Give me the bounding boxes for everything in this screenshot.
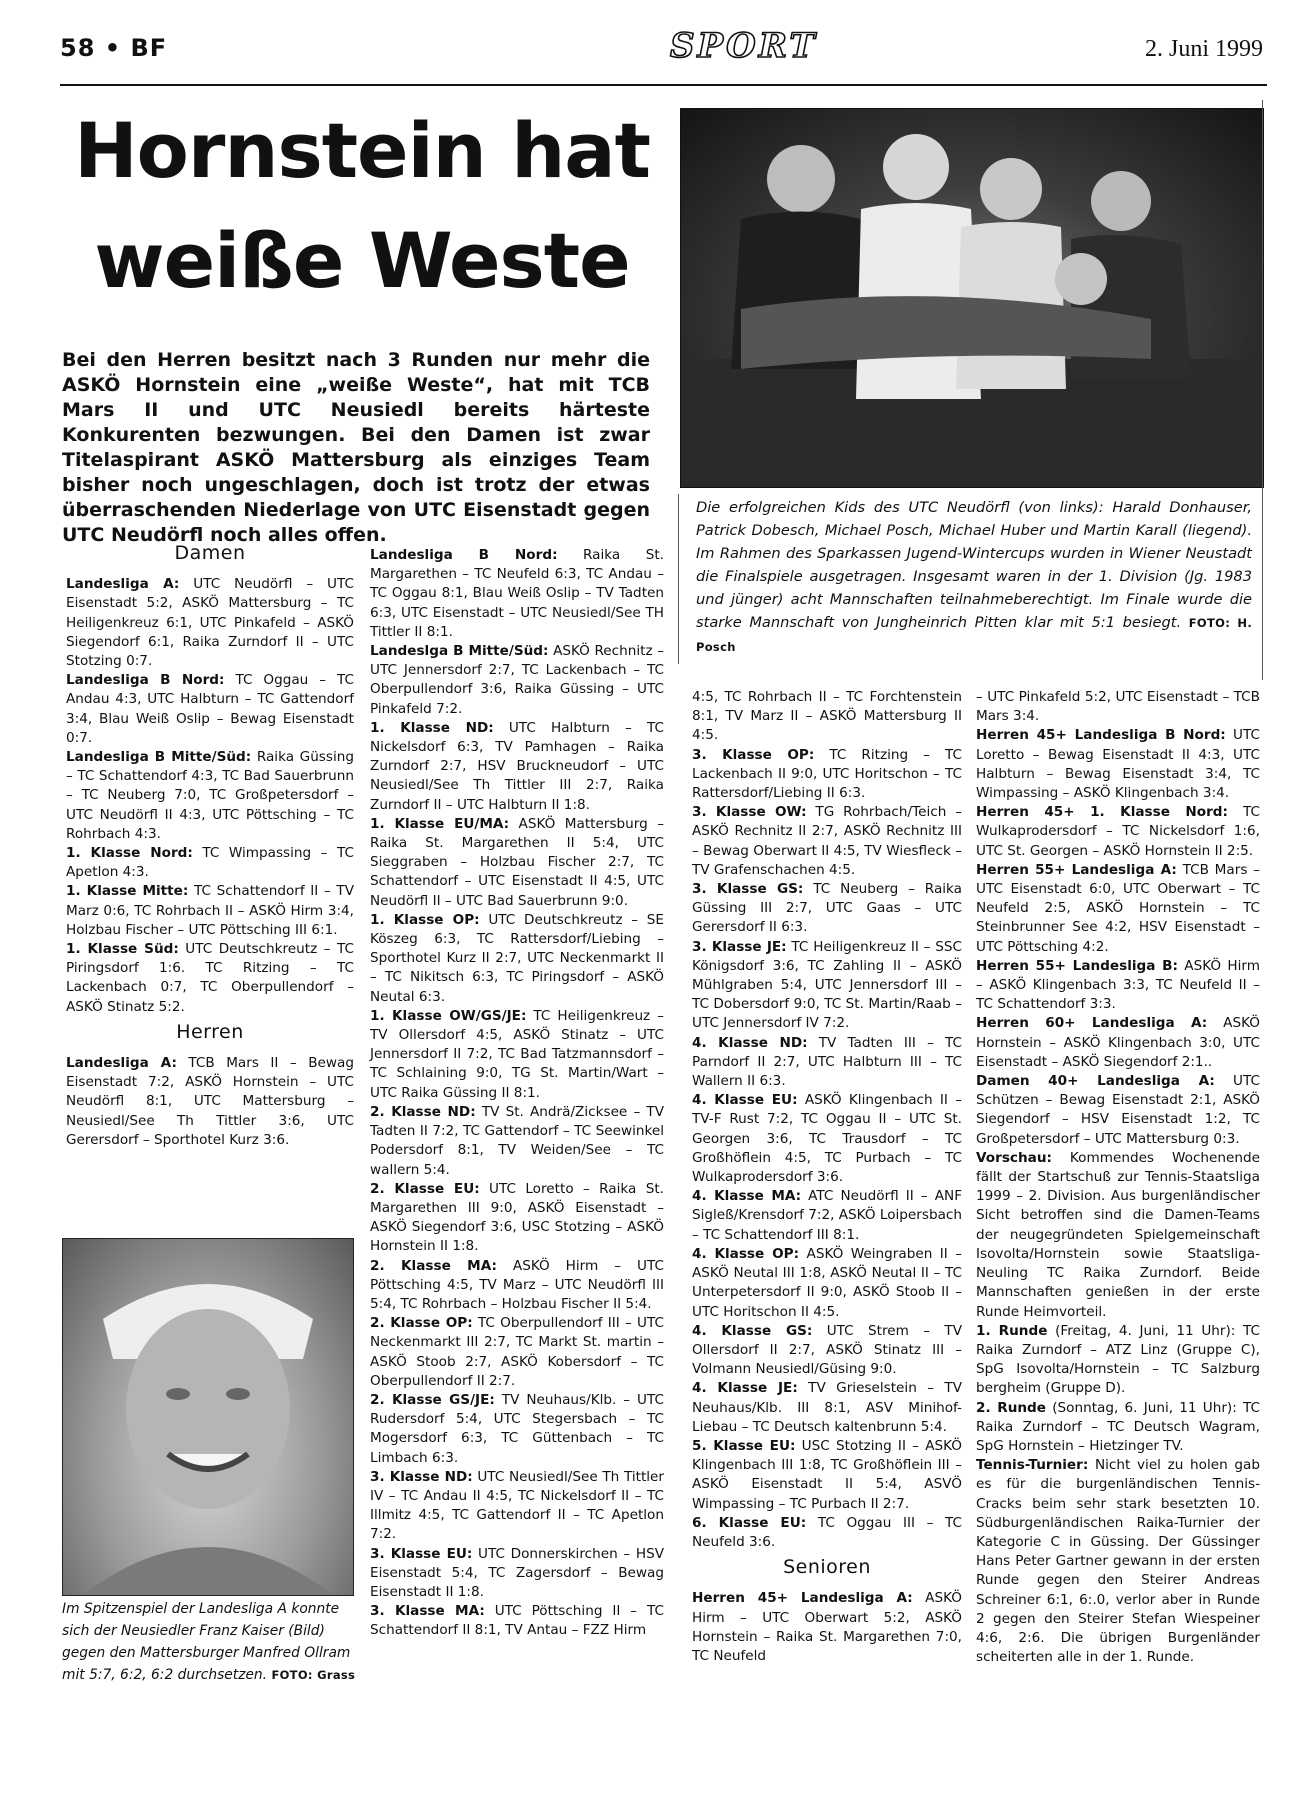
result-item: 1. Klasse Nord: TC Wimpassing – TC Apetlon 4:3. xyxy=(66,845,354,881)
result-item: – UTC Pinkafeld 5:2, UTC Eisenstadt – TCB Mars 3:4. xyxy=(976,689,1260,725)
result-item: Landeslga B Mitte/Süd: ASKÖ Rechnitz – UTC Jennersdorf 2:7, TC Lackenbach – TC Oberpullendorf 3:6, Raika Güssing – UTC Pinkafeld 7:2. xyxy=(370,643,664,717)
team-photo-credit: FOTO: H. Posch xyxy=(696,616,1253,654)
result-item: Herren 60+ Landesliga A: ASKÖ Hornstein – ASKÖ Klingenbach 3:0, UTC Eisenstadt – ASKÖ Siegendorf 2:1.. xyxy=(976,1015,1260,1070)
result-item: 4. Klasse ND: TV Tadten III – TC Parndorf II 2:7, UTC Halbturn III – TC Wallern II 6:3. xyxy=(692,1034,962,1090)
heading-senioren: Senioren xyxy=(783,1556,871,1579)
result-item: 3. Klasse GS: TC Neuberg – Raika Güssing III 2:7, UTC Gaas – UTC Gerersdorf II 6:3. xyxy=(692,881,963,936)
result-item: 1. Klasse OP: UTC Deutschkreutz – SE Köszeg 6:3, TC Rattersdorf/Liebing – Sporthotel Kurz II 2:7, UTC Neckenmarkt II – TC Nikitsch 6:3, TC Piringsdorf – ASKÖ Neutal 6:3. xyxy=(370,911,664,1005)
result-item: 1. Klasse ND: UTC Halbturn – TC Nickelsdorf 6:3, TV Pamhagen – Raika Zurndorf 2:7, HSV Bruckneudorf – UTC Neusiedl/See Th Tittler III 2:7, Raika Zurndorf II – UTC Halbturn II 1:8. xyxy=(370,719,665,813)
result-item: 2. Klasse OP: TC Oberpullendorf III – UTC Neckenmarkt III 2:7, TC Markt St. martin – ASKÖ Stoob 2:7, ASKÖ Kobersdorf – TC Oberpullendorf II 2:7. xyxy=(370,1315,665,1389)
page-header xyxy=(60,26,1263,76)
result-item: 1. Klasse EU/MA: ASKÖ Mattersburg – Raika St. Margarethen II 5:4, UTC Sieggraben – Holzbau Fischer 2:7, TC Schattendorf – UTC Eisenstadt II 4:5, UTC Neudörfl II – UTC Bad Sauerbrunn 9:0. xyxy=(370,815,664,909)
result-item: 4. Klasse GS: UTC Strem – TV Ollersdorf II 2:7, ASKÖ Stinatz III – Volmann Neusiedl/Güsing 9:0. xyxy=(692,1322,962,1378)
header-rule xyxy=(60,84,1267,86)
result-item: 4. Klasse JE: TV Grieselstein – TV Neuhaus/Klb. III 8:1, ASV Minihof-Liebau – TC Deutsch kaltenbrunn 5:4. xyxy=(692,1380,962,1435)
player-photo-figure xyxy=(63,1239,353,1595)
result-item: Landesliga A: TCB Mars II – Bewag Eisenstadt 7:2, ASKÖ Hornstein – UTC Neudörfl 8:1, UTC Mattersburg – Neusiedl/See Th Tittler 3:6, UTC Gerersdorf – Sporthotel Kurz 3:6. xyxy=(66,1055,354,1148)
column-4 xyxy=(976,688,1260,1667)
heading-herren: Herren xyxy=(176,1020,244,1043)
column-3 xyxy=(692,688,962,1666)
result-item: 3. Klasse MA: UTC Pöttsching II – TC Schattendorf II 8:1, TV Antau – FZZ Hirm xyxy=(370,1603,664,1639)
result-item: Vorschau: Kommendes Wochenende fällt der Startschuß zur Tennis-Staatsliga 1999 – 2. Division. Aus burgenländischer Sicht betroffen sind die Damen-Teams der neugegründeten Spielgemeinschaft Isovolta/Hornstein sowie Staatsliga-Neuling TC Raika Zurndorf. Beide Mannschaften genießen in der erste Runde Heimvorteil. xyxy=(976,1149,1260,1320)
result-item: Herren 55+ Landesliga A: TCB Mars – UTC Eisenstadt 6:0, UTC Oberwart – TC Neufeld 2:5, ASKÖ Hornstein – TC Steinbrunner See 4:2, HSV Eisenstadt – UTC Pöttsching 4:2. xyxy=(976,861,1260,955)
result-item: 2. Klasse ND: TV St. Andrä/Zicksee – TV Tadten II 7:2, TC Gattendorf – TC Seewinkel Podersdorf 8:1, TV Weiden/See – TC wallern 5:4. xyxy=(370,1103,665,1178)
caption-rule xyxy=(678,494,679,664)
result-item: 3. Klasse ND: UTC Neusiedl/See Th Tittler IV – TC Andau II 4:5, TC Nickelsdorf II – TC Illmitz 4:5, TC Gattendorf II – TC Apetlon 7:2. xyxy=(370,1468,665,1543)
player-photo-caption-text: Im Spitzenspiel der Landesliga A konnte sich der Neusiedler Franz Kaiser (Bild) gegen den Mattersburger Manfred Ollram mit 5:7, 6:2, 6:2 durchsetzen. xyxy=(62,1601,351,1683)
result-item: 1. Klasse OW/GS/JE: TC Heiligenkreuz – TV Ollersdorf 4:5, ASKÖ Stinatz – UTC Jennersdorf II 7:2, TC Bad Tatzmannsdorf – TC Schlaining 9:0, TG St. Martin/Wart – UTC Raika Güssing II 8:1. xyxy=(370,1007,664,1101)
result-item: 2. Klasse MA: ASKÖ Hirm – UTC Pöttsching 4:5, TV Marz – UTC Neudörfl III 5:4, TC Rohrbach – Holzbau Fischer II 5:4. xyxy=(370,1257,664,1312)
section-title: SPORT xyxy=(670,26,818,66)
player-photo-caption xyxy=(62,1598,358,1686)
result-item: 1. Klasse Süd: UTC Deutschkreutz – TC Piringsdorf 1:6. TC Ritzing – TC Lackenbach 0:7, TC Oberpullendorf – ASKÖ Stinatz 5:2. xyxy=(66,941,354,1015)
result-item: Tennis-Turnier: Nicht viel zu holen gab es für die burgenländischen Tennis-Cracks beim sehr stark besetzten 10. Südburgenländischen Raika-Turnier der Kategorie C in Güssing. Der Güssinger Hans Peter Gartner gewann in der ersten Runde gegen den Steirer Andreas Schreiner 6:1, 6:.0, verlor aber in Runde 2 gegen den Steirer Stefan Wiespeiner 4:6, 2:6. Die übrigen Burgenländer scheiterten alle in der 1. Runde. xyxy=(976,1457,1260,1666)
result-item: 2. Klasse EU: UTC Loretto – Raika St. Margarethen III 9:0, ASKÖ Eisenstadt – ASKÖ Siegendorf 3:6, USC Stotzing – ASKÖ Hornstein II 1:8. xyxy=(370,1180,664,1255)
team-photo xyxy=(680,108,1264,488)
player-photo xyxy=(62,1238,354,1596)
result-item: 4. Klasse EU: ASKÖ Klingenbach II – TV-F Rust 7:2, TC Oggau II – UTC St. Georgen 3:6, TC Trausdorf – TC Großhöflein 4:5, TC Purbach – TC Wulkaprodersdorf 3:6. xyxy=(692,1092,962,1186)
result-item: Herren 45+ Landesliga A: ASKÖ Hirm – UTC Oberwart 5:2, ASKÖ Hornstein – Raika St. Margarethen 7:0, TC Neufeld xyxy=(692,1590,962,1664)
result-item: 3. Klasse OP: TC Ritzing – TC Lackenbach II 9:0, UTC Horitschon – TC Rattersdorf/Liebing II 6:3. xyxy=(692,746,963,802)
result-item: 1. Klasse Mitte: TC Schattendorf II – TV Marz 0:6, TC Rohrbach II – ASKÖ Hirm 3:4, Holzbau Fischer – UTC Pöttsching III 6:1. xyxy=(66,883,354,938)
headline-line-2: weiße Weste xyxy=(94,216,630,305)
result-item: Herren 55+ Landesliga B: ASKÖ Hirm – ASKÖ Klingenbach 3:3, TC Neufeld II – TC Schattendorf 3:3. xyxy=(976,957,1261,1013)
result-item: Damen 40+ Landesliga A: UTC Schützen – Bewag Eisenstadt 2:1, ASKÖ Siegendorf – HSV Eisenstadt 1:2, TC Großpetersdorf – UTC Mattersburg 0:3. xyxy=(976,1073,1260,1147)
result-item: Herren 45+ 1. Klasse Nord: TC Wulkaprodersdorf – TC Nickelsdorf 1:6, UTC St. Georgen – ASKÖ Hornstein II 2:5. xyxy=(976,804,1260,859)
team-photo-caption-text: Die erfolgreichen Kids des UTC Neudörfl (von links): Harald Donhauser, Patrick Dobesch, Michael Posch, Michael Huber und Martin Karall (liegend). Im Rahmen des Sparkassen Jugend-Wintercups wurden in Wiener Neustadt die Finalspiele ausgetragen. Insgesamt waren in der 1. Division (Jg. 1983 und jünger) acht Mannschaften teilnahmeberechtigt. Im Finale wurde die starke Mannschaft von Jungheinrich Pitten klar mit 5:1 besiegt. xyxy=(696,499,1252,631)
result-item: 3. Klasse EU: UTC Donnerskirchen – HSV Eisenstadt 5:4, TC Zagersdorf – Bewag Eisenstadt II 1:8. xyxy=(370,1545,664,1600)
result-item: 2. Runde (Sonntag, 6. Juni, 11 Uhr): TC Raika Zurndorf – TC Deutsch Wagram, SpG Hornstein – Hietzinger TV. xyxy=(976,1399,1260,1454)
lead-paragraph: Bei den Herren besitzt nach 3 Runden nur mehr die ASKÖ Hornstein eine „weiße Weste“, hat mit TCB Mars II und UTC Neusiedl bereits härteste Konkurenten bezwungen. Bei den Damen ist zwar Titelaspirant ASKÖ Mattersburg als einziges Team bisher noch ungeschlagen, doch ist trotz der etwas überraschenden Niederlage von UTC Eisenstadt gegen UTC Neudörfl noch alles offen. xyxy=(62,349,650,546)
result-item: 4. Klasse OP: ASKÖ Weingraben II – ASKÖ Neutal III 1:8, ASKÖ Neutal II – TC Unterpetersdorf II 9:0, ASKÖ Stoob II – UTC Horitschon II 4:5. xyxy=(692,1245,963,1320)
column-1 xyxy=(66,538,354,1150)
heading-damen: Damen xyxy=(174,542,246,564)
result-item: Landesliga B Nord: Raika St. Margarethen – TC Neufeld 6:3, TC Andau – TC Oggau 8:1, Blau Weiß Oslip – TV Tadten 6:3, UTC Eisenstadt – UTC Neusiedl/See TH Tittler II 8:1. xyxy=(370,547,664,640)
team-photo-caption xyxy=(696,496,1252,659)
result-item: 4. Klasse MA: ATC Neudörfl II – ANF Sigleß/Krensdorf 7:2, ASKÖ Loipersbach – TC Schattendorf III 8:1. xyxy=(692,1188,963,1243)
result-item: 2. Klasse GS/JE: TV Neuhaus/Klb. – UTC Rudersdorf 5:4, UTC Stegersbach – TC Mogersdorf 6:3, TC Güttenbach – TC Limbach 6:3. xyxy=(370,1391,664,1466)
result-item: 5. Klasse EU: USC Stotzing II – ASKÖ Klingenbach III 1:8, TC Großhöflein III – ASKÖ Eisenstadt II 5:4, ASVÖ Wimpassing – TC Purbach II 2:7. xyxy=(692,1437,962,1512)
result-item: 3. Klasse JE: TC Heiligenkreuz II – SSC Königsdorf 3:6, TC Zahling II – ASKÖ Mühlgraben 5:4, UTC Jennersdorf III – TC Dobersdorf 9:0, TC St. Martin/Raab – UTC Jennersdorf IV 7:2. xyxy=(692,938,962,1032)
result-item: 1. Runde (Freitag, 4. Juni, 11 Uhr): TC Raika Zurndorf – ATZ Linz (Gruppe C), SpG Isovolta/Hornstein – TC Salzburg bergheim (Gruppe D). xyxy=(976,1322,1260,1397)
result-item: 6. Klasse EU: TC Oggau III – TC Neufeld 3:6. xyxy=(692,1514,962,1550)
result-item: Herren 45+ Landesliga B Nord: UTC Loretto – Bewag Eisenstadt II 4:3, UTC Halbturn – Bewag Eisenstadt 3:4, TC Wimpassing – ASKÖ Klingenbach 3:4. xyxy=(976,727,1260,802)
headline-line-1: Hornstein hat xyxy=(74,106,650,195)
column-2 xyxy=(370,546,664,1641)
player-photo-credit: FOTO: Grass xyxy=(271,1668,356,1682)
result-item: Landesliga B Mitte/Süd: Raika Güssing – TC Schattendorf 4:3, TC Bad Sauerbrunn – TC Neuberg 7:0, TC Großpetersdorf – UTC Neudörfl II 4:3, UTC Pöttsching – TC Rohrbach 4:3. xyxy=(66,749,354,842)
result-item: 3. Klasse OW: TG Rohrbach/Teich – ASKÖ Rechnitz II 2:7, ASKÖ Rechnitz III – Bewag Oberwart II 4:5, TV Wiesfleck – TV Grafenschachen 4:5. xyxy=(692,804,962,878)
team-photo-figures xyxy=(681,109,1263,487)
result-item: 4:5, TC Rohrbach II – TC Forchtenstein 8:1, TV Marz II – ASKÖ Mattersburg II 4:5. xyxy=(692,689,962,744)
column-rule xyxy=(1262,100,1263,680)
result-item: Landesliga A: UTC Neudörfl – UTC Eisenstadt 5:2, ASKÖ Mattersburg – TC Heiligenkreuz 6:1, UTC Pinkafeld – ASKÖ Siegendorf 6:1, Raika Zurndorf II – UTC Stotzing 0:7. xyxy=(66,576,354,670)
result-item: Landesliga B Nord: TC Oggau – TC Andau 4:3, UTC Halbturn – TC Gattendorf 3:4, Blau Weiß Oslip – Bewag Eisenstadt 0:7. xyxy=(66,672,354,746)
headline xyxy=(62,96,662,316)
issue-date: 2. Juni 1999 xyxy=(1144,36,1263,62)
page-number: 58 • BF xyxy=(60,34,168,62)
